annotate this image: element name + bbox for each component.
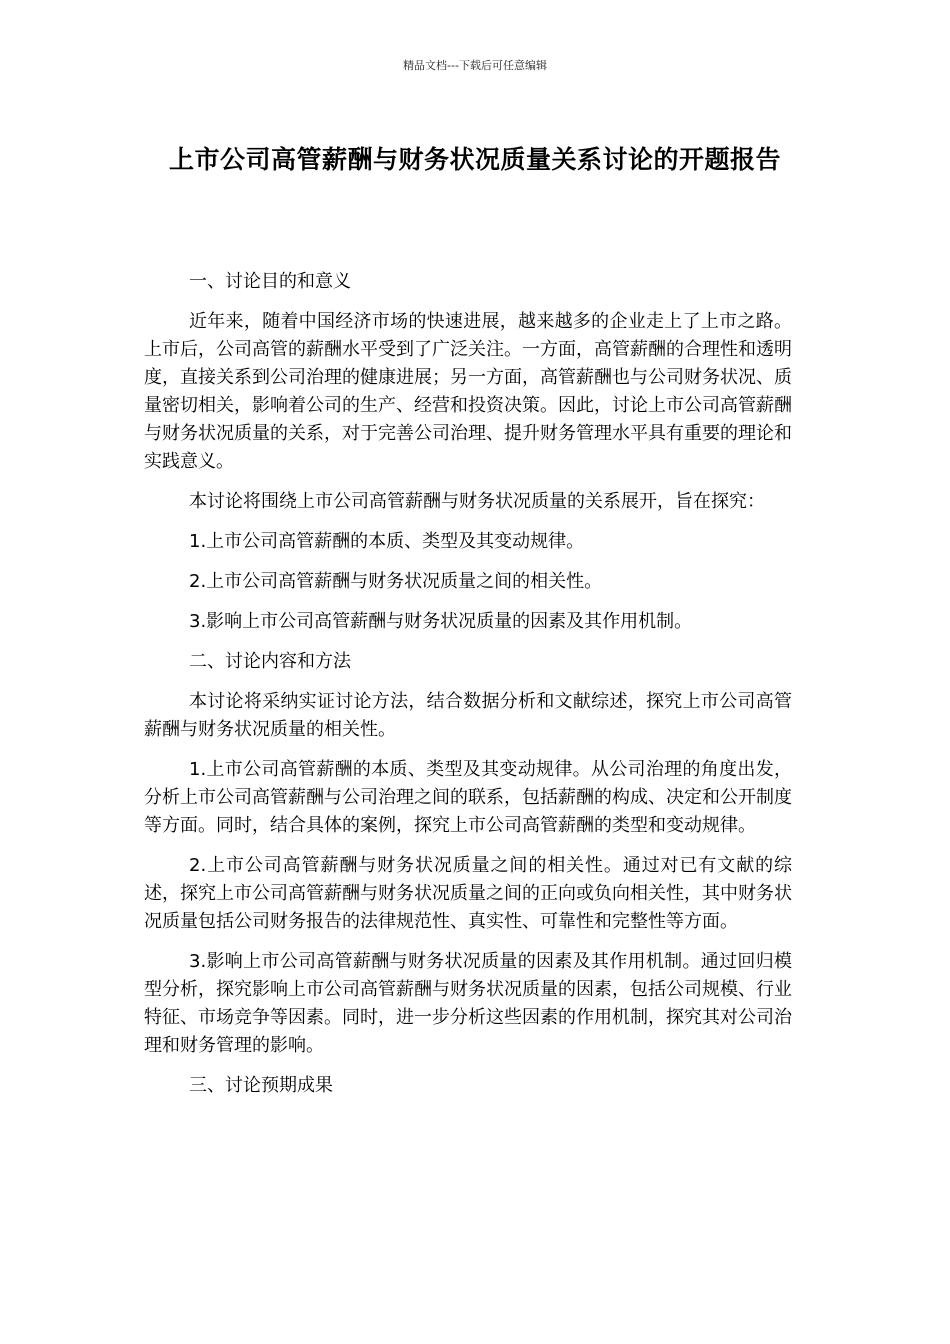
list-item-aim-2: 2.上市公司高管薪酬与财务状况质量之间的相关性。 (189, 571, 603, 592)
list-item-aim-1: 1.上市公司高管薪酬的本质、类型及其变动规律。 (189, 531, 585, 552)
paragraph-content-3: 3.影响上市公司高管薪酬与财务状况质量的因素及其作用机制。通过回归模型分析，探究影响上市公司高管薪酬与财务状况质量的因素，包括公司规模、行业特征、市场竞争等因素。同时，进一步分析这些因素的作用机制，探究其对公司治理和财务管理的影响。 (144, 951, 792, 1056)
header-note: 精品文档---下载后可任意编辑 (403, 59, 547, 72)
section-heading-expected-results: 三、讨论预期成果 (189, 1075, 333, 1096)
document-body (144, 268, 792, 1112)
paragraph-method-intro: 本讨论将采纳实证讨论方法，结合数据分析和文献综述，探究上市公司高管薪酬与财务状况质量的相关性。 (144, 691, 792, 740)
section-heading-content-method: 二、讨论内容和方法 (189, 651, 351, 672)
paragraph-content-2: 2.上市公司高管薪酬与财务状况质量之间的相关性。通过对已有文献的综述，探究上市公司高管薪酬与财务状况质量之间的正向或负向相关性，其中财务状况质量包括公司财务报告的法律规范性、真实性、可靠性和完整性等方面。 (144, 855, 792, 932)
list-item-aim-3: 3.影响上市公司高管薪酬与财务状况质量的因素及其作用机制。 (189, 611, 693, 632)
paragraph-content-1: 1.上市公司高管薪酬的本质、类型及其变动规律。从公司治理的角度出发，分析上市公司高管薪酬与公司治理之间的联系，包括薪酬的构成、决定和公开制度等方面。同时，结合具体的案例，探究上市公司高管薪酬的类型和变动规律。 (144, 759, 792, 836)
section-heading-purpose: 一、讨论目的和意义 (189, 271, 351, 292)
document-title: 上市公司高管薪酬与财务状况质量关系讨论的开题报告 (168, 145, 781, 174)
paragraph-aims-intro: 本讨论将围绕上市公司高管薪酬与财务状况质量的关系展开，旨在探究： (189, 491, 765, 512)
paragraph-background: 近年来，随着中国经济市场的快速进展，越来越多的企业走上了上市之路。上市后，公司高管的薪酬水平受到了广泛关注。一方面，高管薪酬的合理性和透明度，直接关系到公司治理的健康进展；另一方面，高管薪酬也与公司财务状况、质量密切相关，影响着公司的生产、经营和投资决策。因此，讨论上市公司高管薪酬与财务状况质量的关系，对于完善公司治理、提升财务管理水平具有重要的理论和实践意义。 (144, 311, 792, 472)
